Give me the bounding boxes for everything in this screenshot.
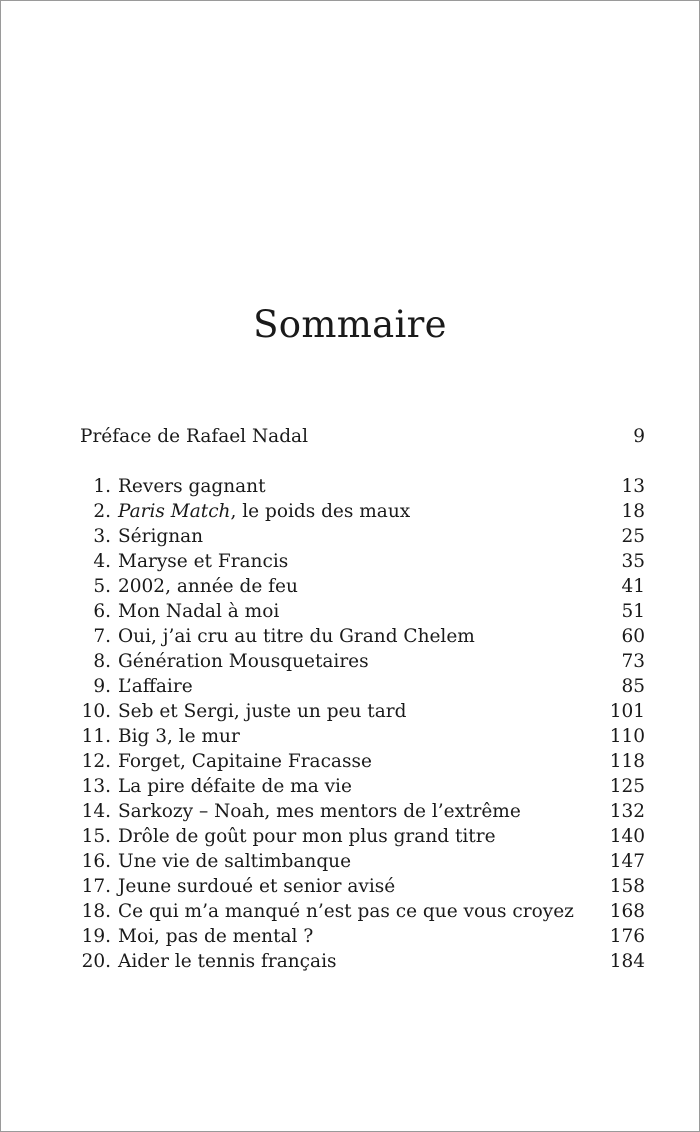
- chapter-page: 176: [609, 926, 645, 947]
- toc-row: [80, 724, 645, 749]
- preface-label: Préface de Rafael Nadal: [80, 426, 308, 447]
- chapter-number: 20 .: [80, 949, 111, 974]
- chapter-title: Sérignan: [118, 526, 204, 547]
- toc-row: [80, 699, 645, 724]
- chapter-page: 184: [609, 951, 645, 972]
- chapter-number: 7 .: [80, 624, 111, 649]
- preface-page: 9: [633, 426, 645, 447]
- chapter-page: 41: [621, 576, 645, 597]
- toc-row: [80, 674, 645, 699]
- toc-row: [80, 824, 645, 849]
- chapter-page: 101: [609, 701, 645, 722]
- chapter-title: Ce qui m’a manqué n’est pas ce que vous croyez: [118, 901, 574, 922]
- chapter-title: Mon Nadal à moi: [118, 601, 280, 622]
- chapter-page: 132: [609, 801, 645, 822]
- chapter-page: 110: [609, 726, 645, 747]
- toc-row: [80, 799, 645, 824]
- chapter-title-rest: , le poids des maux: [230, 501, 411, 522]
- toc-row: [80, 524, 645, 549]
- chapter-page: 18: [621, 501, 645, 522]
- chapter-title: Seb et Sergi, juste un peu tard: [118, 701, 407, 722]
- chapter-number: 11 .: [80, 724, 111, 749]
- chapter-number: 10 .: [80, 699, 111, 724]
- chapter-number: 13 .: [80, 774, 111, 799]
- chapter-page: 73: [621, 651, 645, 672]
- toc-preface-row: [80, 424, 645, 449]
- toc-row: [80, 474, 645, 499]
- chapter-number: 2 .: [80, 499, 111, 524]
- toc-row: [80, 874, 645, 899]
- chapter-number: 17 .: [80, 874, 111, 899]
- chapter-title: Oui, j’ai cru au titre du Grand Chelem: [118, 626, 475, 647]
- toc-row: [80, 849, 645, 874]
- chapter-page: 147: [609, 851, 645, 872]
- toc-row: [80, 574, 645, 599]
- chapter-title: Une vie de saltimbanque: [118, 851, 352, 872]
- chapter-page: 85: [621, 676, 645, 697]
- toc-row: [80, 749, 645, 774]
- chapter-number: 12 .: [80, 749, 111, 774]
- chapter-number: 6 .: [80, 599, 111, 624]
- toc-row: [80, 924, 645, 949]
- toc-row: [80, 899, 645, 924]
- toc-row: [80, 599, 645, 624]
- chapter-page: 158: [609, 876, 645, 897]
- chapter-list: [80, 474, 645, 974]
- chapter-title: L’affaire: [118, 676, 193, 697]
- chapter-title: 2002, année de feu: [118, 576, 298, 597]
- table-of-contents: [80, 424, 645, 974]
- chapter-number: 4 .: [80, 549, 111, 574]
- chapter-title-italic: Paris Match: [118, 501, 231, 522]
- chapter-number: 16 .: [80, 849, 111, 874]
- chapter-page: 13: [621, 476, 645, 497]
- chapter-title: Jeune surdoué et senior avisé: [118, 876, 396, 897]
- chapter-number: 14 .: [80, 799, 111, 824]
- chapter-number: 15 .: [80, 824, 111, 849]
- chapter-title: Génération Mousquetaires: [118, 651, 369, 672]
- chapter-page: 51: [621, 601, 645, 622]
- chapter-title: Sarkozy – Noah, mes mentors de l’extrême: [118, 801, 521, 822]
- chapter-number: 3 .: [80, 524, 111, 549]
- chapter-title: Big 3, le mur: [118, 726, 240, 747]
- chapter-page: 125: [609, 776, 645, 797]
- toc-row: [80, 949, 645, 974]
- chapter-page: 25: [621, 526, 645, 547]
- toc-row: [80, 624, 645, 649]
- chapter-page: 168: [609, 901, 645, 922]
- chapter-title: Forget, Capitaine Fracasse: [118, 751, 372, 772]
- chapter-page: 118: [609, 751, 645, 772]
- chapter-number: 18 .: [80, 899, 111, 924]
- chapter-title: Moi, pas de mental ?: [118, 926, 314, 947]
- chapter-number: 5 .: [80, 574, 111, 599]
- page-title: Sommaire: [253, 303, 447, 346]
- toc-row: [80, 549, 645, 574]
- chapter-page: 140: [609, 826, 645, 847]
- chapter-title: Revers gagnant: [118, 476, 266, 497]
- chapter-number: 8 .: [80, 649, 111, 674]
- chapter-title: Drôle de goût pour mon plus grand titre: [118, 826, 496, 847]
- chapter-number: 9 .: [80, 674, 111, 699]
- chapter-page: 60: [621, 626, 645, 647]
- chapter-number: 1 .: [80, 474, 111, 499]
- toc-row: [80, 774, 645, 799]
- toc-row: [80, 499, 645, 524]
- toc-row: [80, 649, 645, 674]
- chapter-title: Maryse et Francis: [118, 551, 289, 572]
- chapter-title: La pire défaite de ma vie: [118, 776, 352, 797]
- chapter-title: Aider le tennis français: [118, 951, 337, 972]
- chapter-number: 19 .: [80, 924, 111, 949]
- chapter-title: [111, 499, 605, 524]
- chapter-page: 35: [621, 551, 645, 572]
